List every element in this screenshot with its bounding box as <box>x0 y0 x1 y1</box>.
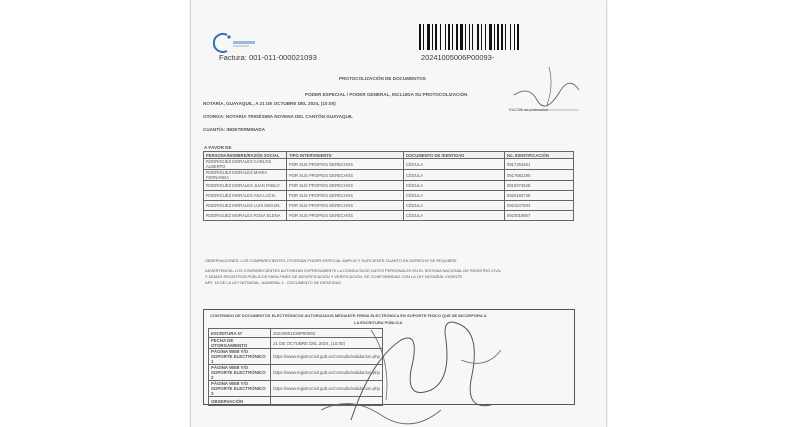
invoice-number: 001-011-000021093 <box>248 53 317 62</box>
table-cell: RODRIGUEZ MORALES JUAN PABLO <box>204 181 287 191</box>
grantors-table <box>203 151 574 221</box>
table-row <box>204 181 574 191</box>
table-cell: RODRIGUEZ MORALES MARIA FERNANDA <box>204 170 287 181</box>
invoice-line <box>219 53 317 62</box>
warning-line-3: ART. 18 DE LA LEY NOTARIAL, NUMERAL 1 - DOCUMENTO DE IDENTIDAD <box>205 280 342 285</box>
table-row <box>204 211 574 221</box>
header-cell: DOCUMENTO DE IDENTIDAD <box>404 152 505 159</box>
table-cell: POR SUS PROPIOS DERECHOS <box>287 170 404 181</box>
info-amount: CUANTÍA: INDETERMINADA <box>203 127 266 132</box>
table-cell: CÉDULA <box>404 211 505 221</box>
field-label: PÁGINA WEB Y/O SOPORTE ELECTRÓNICO 2 <box>209 365 271 381</box>
signature-scribble-icon <box>509 55 589 125</box>
header-cell: No. IDENTIFICACIÓN <box>505 152 574 159</box>
field-label: ESCRITURA N° <box>209 329 271 338</box>
field-label: PÁGINA WEB Y/O SOPORTE ELECTRÓNICO 1 <box>209 349 271 365</box>
table-cell: 0917682190 <box>505 170 574 181</box>
field-value: https://www.registrocivil.gob.ec/consulta/validacion.php <box>271 381 383 397</box>
field-label: PÁGINA WEB Y/O SOPORTE ELECTRÓNICO 3 <box>209 381 271 397</box>
field-value: 20240901039P00093 <box>271 329 383 338</box>
doc-subtitle: PODER ESPECIAL / PODER GENERAL, INCLUIDA SU PROTOCOLIZACIÓN <box>305 92 468 97</box>
table-row <box>204 159 574 170</box>
notary-logo <box>213 29 263 55</box>
header-cell: PERSONA/NOMBRE/RAZÓN SOCIAL <box>204 152 287 159</box>
table-cell: RODRIGUEZ MORALES ANA LUCIA <box>204 191 287 201</box>
grantors-section-label: A FAVOR DE <box>204 145 232 150</box>
electronic-title-1: CONTENIDO DE DOCUMENTOS ELECTRÓNICOS AUTORIZADOS MEDIANTE FIRMA ELECTRÓNICA EN SOPORTE FÍSICO QUE SE INCORPORA A <box>210 313 487 318</box>
barcode-number: 20241005006P00093- <box>421 53 495 62</box>
table-cell: POR SUS PROPIOS DERECHOS <box>287 181 404 191</box>
table-cell: 0923019857 <box>505 211 574 221</box>
table-cell: 0917253461 <box>505 159 574 170</box>
table-cell: 0919374528 <box>505 181 574 191</box>
header-cell: TIPO INTERVINIENTE <box>287 152 404 159</box>
table-cell: POR SUS PROPIOS DERECHOS <box>287 201 404 211</box>
observations: OBSERVACIONES: LOS COMPARECIENTES OTORGAN PODER ESPECIAL AMPLIO Y SUFICIENTE CUANTO EN DERECHO SE REQUIERE. <box>205 258 458 263</box>
table-cell: RODRIGUEZ MORALES LUIS MIGUEL <box>204 201 287 211</box>
barcode-icon <box>417 24 547 50</box>
field-label: OBSERVACIÓN <box>209 397 271 406</box>
table-cell: POR SUS PROPIOS DERECHOS <box>287 211 404 221</box>
table-cell: CÉDULA <box>404 170 505 181</box>
document-page <box>190 0 607 427</box>
barcode <box>417 24 547 50</box>
table-cell: CÉDULA <box>404 191 505 201</box>
grantors-header-row <box>204 152 574 159</box>
field-label: FECHA DE OTORGAMIENTO <box>209 338 271 349</box>
table-cell: 0921547803 <box>505 201 574 211</box>
table-cell: CÉDULA <box>404 181 505 191</box>
invoice-label: Factura: <box>219 53 247 62</box>
field-value: https://www.registrocivil.gob.ec/consulta/validacion.php <box>271 365 383 381</box>
logo-icon <box>213 29 263 55</box>
field-value: https://www.registrocivil.gob.ec/consulta/validacion.php <box>271 349 383 365</box>
field-value: 21 DE OCTUBRE DEL 2024, (10:00) <box>271 338 383 349</box>
table-cell: CÉDULA <box>404 159 505 170</box>
warning-line-1: ADVERTENCIA: LOS COMPARECIENTES AUTORIZAN EXPRESAMENTE LA CONSULTA DE DATOS PERSONALES EN EL SISTEMA NACIONAL DE REGISTRO CIVIL <box>205 268 502 273</box>
table-cell: 0920183746 <box>505 191 574 201</box>
handwritten-signature-icon <box>311 300 511 427</box>
table-cell: RODRIGUEZ MORALES ROSA ELENA <box>204 211 287 221</box>
table-row <box>204 191 574 201</box>
table-cell: POR SUS PROPIOS DERECHOS <box>287 191 404 201</box>
electronic-title-2: LA ESCRITURA PÚBLICA <box>354 320 403 325</box>
table-cell: POR SUS PROPIOS DERECHOS <box>287 159 404 170</box>
doc-title: PROTOCOLIZACIÓN DE DOCUMENTOS <box>339 76 426 81</box>
table-row <box>204 170 574 181</box>
table-cell: RODRIGUEZ MORALES CARLOS ALBERTO <box>204 159 287 170</box>
table-cell: CÉDULA <box>404 201 505 211</box>
info-date: NOTARÍA, GUAYAQUIL, A 21 DE OCTUBRE DEL 2024, (10:00) <box>203 101 336 106</box>
info-grantor: OTORGA: NOTARÍA TRIGÉSIMA NOVENA DEL CANTÓN GUAYAQUIL <box>203 114 353 119</box>
side-note: RAZÓN: se protocoliza <box>509 108 548 112</box>
table-row <box>204 201 574 211</box>
warning-line-2: Y DEMÁS REGISTROS PÚBLICOS PARA FINES DE IDENTIFICACIÓN Y VERIFICACIÓN, DE CONFORMIDAD CON LA LEY NOTARIAL VIGENTE <box>205 274 463 279</box>
